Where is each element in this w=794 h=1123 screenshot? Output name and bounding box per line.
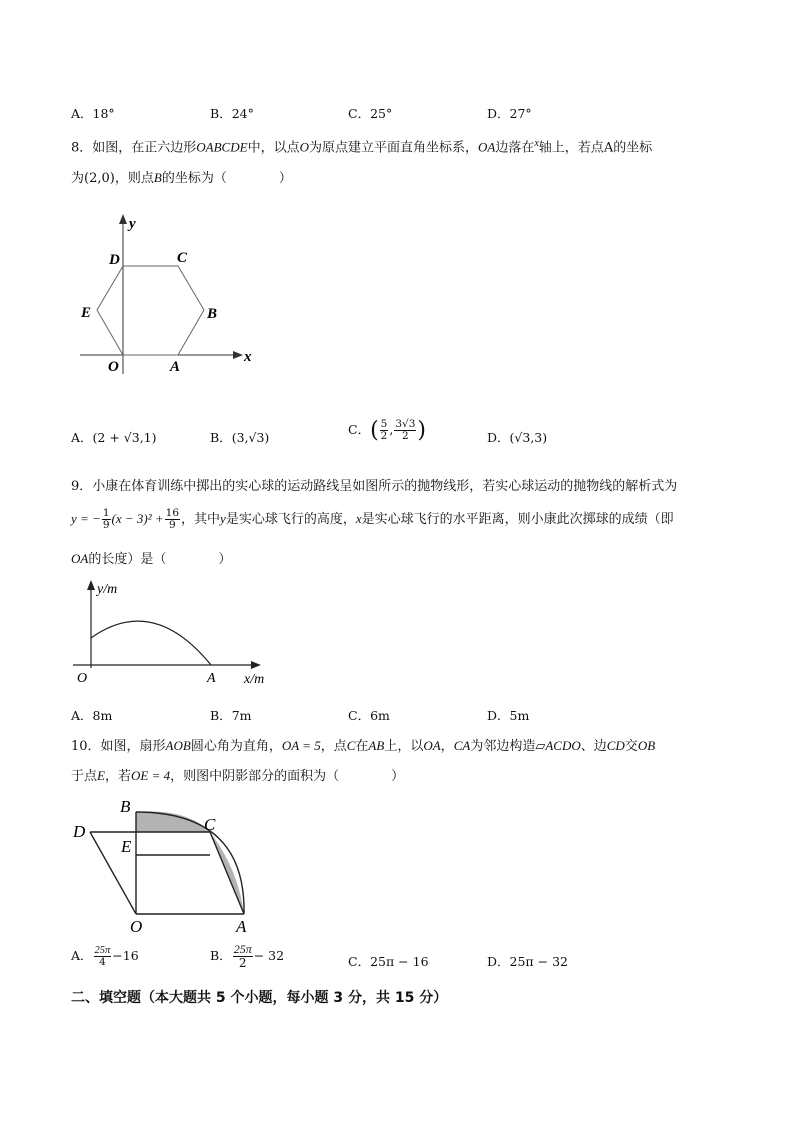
q9-option-a: A．8m [71,708,113,723]
q9-y-arrow [87,580,95,590]
q9-option-c: C．6m [348,708,390,723]
q9-label-x: x/m [244,672,265,687]
q7-option-d: D．27° [487,106,532,121]
q10-label-c: C [204,815,216,834]
q9-line-3: OA的长度）是（ ） [71,551,232,567]
q10-option-b: B． $\frac{25\pi}{2}$ − 32 [210,942,285,970]
q10-label-a: A [236,917,247,936]
section-2-title: 二、填空题（本大题共 5 个小题，每小题 3 分，共 15 分） [71,990,448,1006]
q10-option-a: A． $\frac{25\pi}{4}$ −16 [71,945,139,968]
q10-sector-figure [68,794,268,939]
q10-label-o: O [130,917,143,936]
q9-line-1: 9．小康在体育训练中掷出的实心球的运动路线呈如图所示的抛物线形，若实心球运动的抛物线的解析式为 [71,479,678,494]
q8-label-y: y [129,216,136,232]
q9-x-arrow [251,661,261,669]
q7-option-a: A．18° [71,106,115,121]
q8-option-d: D．(√3,3) [487,430,548,445]
q9-option-b: B．7m [210,708,252,723]
q10-line-2: 于点E，若OE = 4，则图中阴影部分的面积为（ ） [71,768,405,784]
q8-hexagon [97,266,204,355]
q8-label-x: x [244,349,252,365]
q9-label-o: O [77,671,88,686]
q8-line-1: 8．如图，在正六边形OABCDE中，以点O为原点建立平面直角坐标系，OA边落在$^x$轴上，若点A的坐标 [71,138,653,156]
q8-label-a: A [170,359,181,375]
q8-label-o: O [108,359,119,375]
q10-option-c: C．25π − 16 [348,954,429,969]
q9-parabola-figure [68,576,278,688]
q10-label-d: D [73,822,86,841]
q8-label-e: E [81,305,92,321]
q7-option-c: C．25° [348,106,393,121]
q9-label-y: y/m [97,582,118,597]
q8-label-b: B [207,306,218,322]
q9-option-d: D．5m [487,708,530,723]
q9-line-2: y = − $\frac{1}{9}$ (x − 3)² + $\frac{16}{9}$ ，其中y是实心球飞行的高度，x是实心球飞行的水平距离，则小康此次掷球的成绩（即 [71,507,674,531]
q9-parabola [91,621,211,665]
q10-label-b: B [120,797,131,816]
q9-label-a: A [207,671,216,686]
q8-option-a: A．(2 + √3,1) [71,430,157,445]
q10-label-e: E [121,837,132,856]
q8-option-b: B．(3,√3) [210,430,270,445]
q10-option-d: D．25π − 32 [487,954,568,969]
q8-x-arrow [233,351,243,359]
q10-line-1: 10．如图，扇形AOB圆心角为直角，OA = 5，点C在AB上，以OA，CA为邻边构造▱ACDO、边CD交OB [71,738,656,754]
q8-label-c: C [177,250,188,266]
q8-label-d: D [109,252,120,268]
q10-shade-top-fill [136,811,210,832]
q8-y-arrow [119,214,127,224]
q8-hexagon-figure [70,212,270,382]
q8-option-c: C．( $\frac{5}{2}$ , $\frac{3√3}{2}$ ) [348,418,426,443]
q7-option-b: B．24° [210,106,254,121]
q8-line-2: 为(2,0)，则点B的坐标为（ ） [71,170,292,186]
